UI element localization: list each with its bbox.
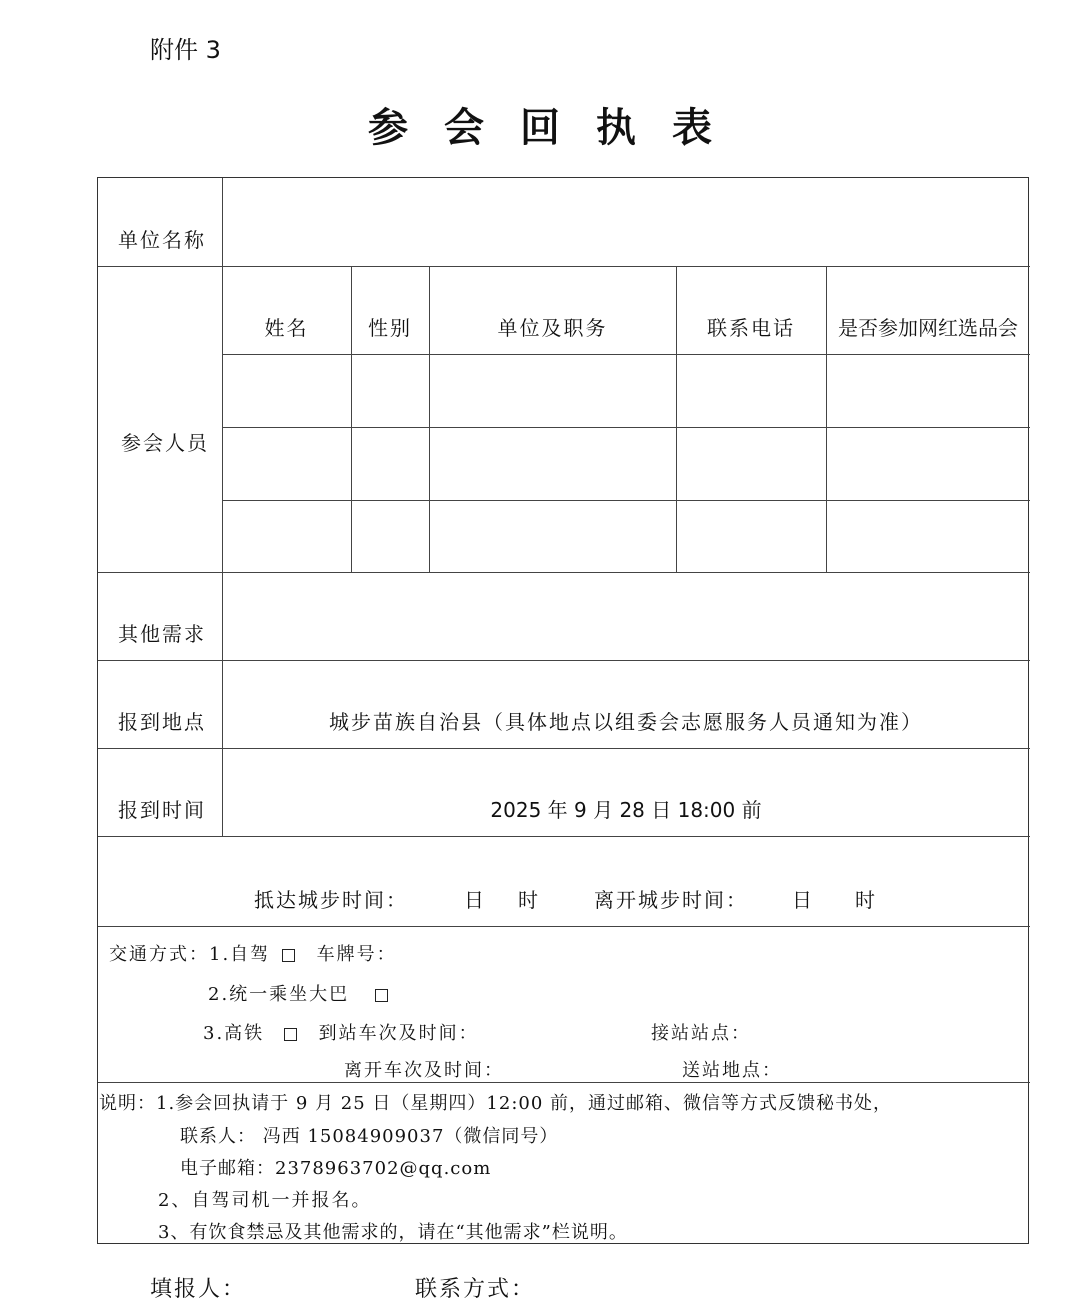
pickup-station-label: 接站站点：	[651, 1023, 751, 1044]
filler-label: 填报人：	[150, 1277, 247, 1302]
header-name: 姓名	[264, 316, 309, 340]
page-title: 参会回执表	[368, 104, 748, 151]
other-needs-label: 其他需求	[118, 622, 206, 646]
arrive-day-label: 日	[464, 888, 486, 912]
leave-train-label: 离开车次及时间：	[344, 1060, 504, 1081]
transport-train: 3.高铁	[203, 1023, 265, 1044]
transport-line-1	[109, 940, 397, 966]
notes-line-1: 说明：1.参会回执请于 9 月 25 日（星期四）12:00 前，通过邮箱、微信等方式反馈秘书处，	[99, 1093, 893, 1114]
report-time-value: 2025 年 9 月 28 日 18:00 前	[490, 798, 762, 822]
leave-time-label: 离开城步时间：	[594, 888, 748, 912]
transport-line-2	[208, 980, 392, 1006]
notes-email: 电子邮箱：2378963702@qq.com	[180, 1158, 492, 1179]
transport-bus: 2.统一乘坐大巴	[208, 984, 350, 1005]
header-attend-selection: 是否参加网红选品会	[838, 316, 1018, 340]
header-phone: 联系电话	[707, 316, 795, 340]
participants-label: 参会人员	[121, 431, 209, 455]
bus-checkbox[interactable]	[375, 989, 388, 1002]
notes-line-3: 3、有饮食禁忌及其他需求的，请在“其他需求”栏说明。	[158, 1222, 628, 1243]
train-checkbox[interactable]	[284, 1028, 297, 1041]
report-place-value: 城步苗族自治县（具体地点以组委会志愿服务人员通知为准）	[329, 710, 923, 734]
header-unit-position: 单位及职务	[497, 316, 608, 340]
header-gender: 性别	[368, 316, 412, 340]
contact-method-label: 联系方式：	[415, 1277, 536, 1302]
arrive-time-label: 抵达城步时间：	[254, 888, 408, 912]
notes-contact: 联系人： 冯西 15084909037（微信同号）	[180, 1126, 559, 1147]
unit-name-label: 单位名称	[118, 228, 206, 252]
notes-line-2: 2、自驾司机一并报名。	[158, 1190, 372, 1211]
report-time-label: 报到时间	[118, 798, 206, 822]
leave-hour-label: 时	[855, 888, 877, 912]
transport-self-drive: 1.自驾	[209, 944, 271, 965]
attachment-label: 附件 3	[150, 36, 221, 64]
report-place-label: 报到地点	[118, 710, 206, 734]
receipt-form-table	[97, 177, 1029, 1244]
transport-line-3	[203, 1019, 479, 1045]
arrive-hour-label: 时	[518, 888, 540, 912]
plate-label: 车牌号：	[316, 944, 397, 965]
transport-label: 交通方式：	[109, 944, 209, 965]
leave-day-label: 日	[792, 888, 814, 912]
self-drive-checkbox[interactable]	[282, 949, 295, 962]
dropoff-place-label: 送站地点：	[682, 1060, 782, 1081]
arrive-train-label: 到站车次及时间：	[318, 1023, 479, 1044]
